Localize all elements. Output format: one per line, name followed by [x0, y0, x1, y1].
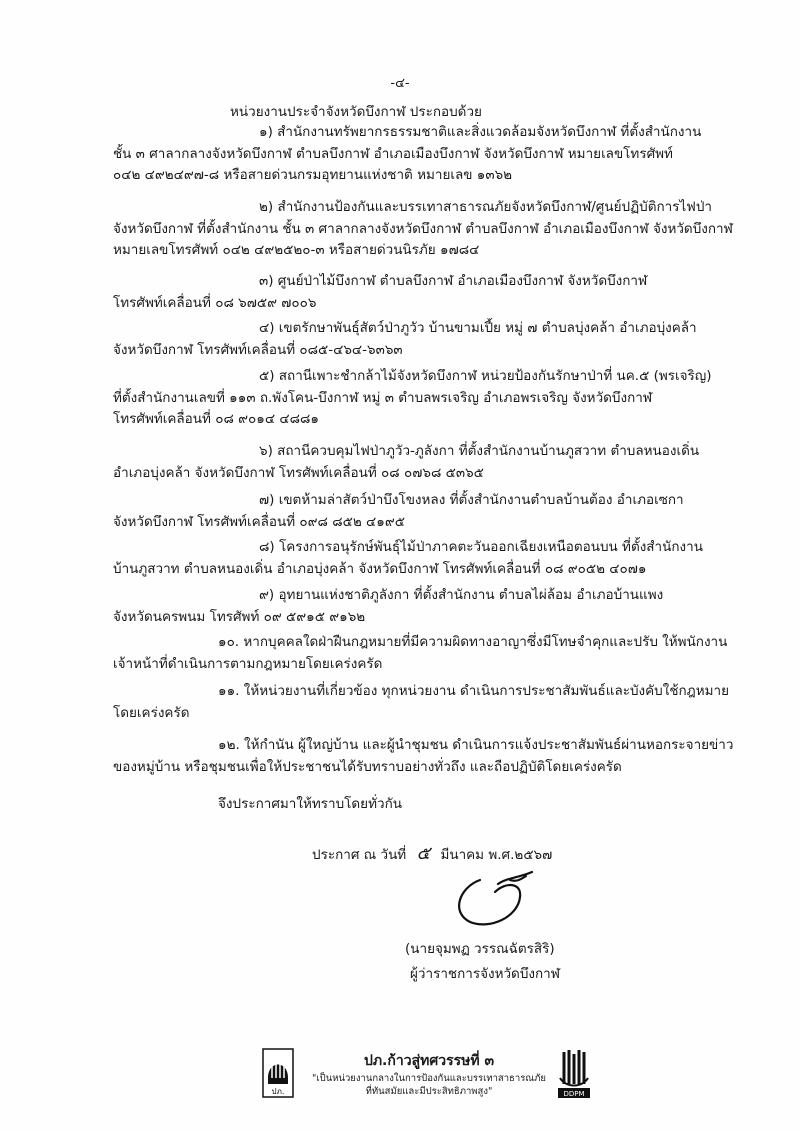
paragraph-line: อำเภอบุ่งคล้า จังหวัดบึงกาฬ โทรศัพท์เคลื่อนที่ ๐๘ ๐๗๖๘ ๕๓๖๕: [113, 464, 484, 481]
paragraph-first-line: ๖) สถานีควบคุมไฟป่าภูวัว-ภูลังกา ที่ตั้งสำนักงานบ้านภูสวาท ตำบลหนองเดิ่น: [259, 443, 700, 459]
agency-item: [113, 537, 753, 580]
order-clause: [113, 735, 753, 778]
closing-statement: จึงประกาศมาให้ทราบโดยทั่วกัน: [218, 796, 402, 812]
paragraph-first-line: ๔) เขตรักษาพันธุ์สัตว์ป่าภูวัว บ้านขามเปี้ย หมู่ ๗ ตำบลบุ่งคล้า อำเภอบุ่งคล้า: [259, 320, 697, 336]
paragraph-line: หมายเลขโทรศัพท์ ๐๔๒ ๔๙๒๕๒๐-๓ หรือสายด่วนนิรภัย ๑๗๘๔: [113, 242, 480, 258]
dpm-emblem-icon: [262, 1048, 294, 1098]
order-clause: [113, 681, 753, 724]
paragraph-first-line: ๙) อุทยานแห่งชาติภูลังกา ที่ตั้งสำนักงาน ตำบลไผ่ล้อม อำเภอบ้านแพง: [259, 587, 664, 603]
agency-item: [113, 318, 753, 361]
agency-item: [113, 271, 753, 314]
paragraph-line: จังหวัดนครพนม โทรศัพท์ ๐๙ ๕๙๑๕ ๙๑๖๒: [113, 608, 366, 625]
date-month-year: มีนาคม พ.ศ.๒๕๖๗: [440, 847, 553, 863]
agency-item: [113, 490, 753, 533]
paragraph-line: โทรศัพท์เคลื่อนที่ ๐๘ ๖๗๕๙ ๗๐๐๖: [113, 294, 317, 311]
paragraph-line: โดยเคร่งครัด: [113, 704, 190, 721]
paragraph-line: โทรศัพท์เคลื่อนที่ ๐๘ ๙๐๑๔ ๔๘๘๑: [113, 411, 319, 427]
slogan-line-2: ที่ทันสมัยและมีประสิทธิภาพสูง": [365, 1086, 493, 1097]
slogan-line-1: "เป็นหน่วยงานกลางในการป้องกันและบรรเทาสาธารณภัย: [312, 1073, 546, 1084]
paragraph-first-line: ๕) สถานีเพาะชำกล้าไม้จังหวัดบึงกาฬ หน่วยป้องกันรักษาป่าที่ นค.๕ (พรเจริญ): [259, 368, 712, 384]
paragraph-first-line: ๗) เขตห้ามล่าสัตว์ป่าบึงโขงหลง ที่ตั้งสำนักงานตำบลบ้านต้อง อำเภอเซกา: [259, 492, 684, 508]
paragraph-line: จังหวัดบึงกาฬ โทรศัพท์เคลื่อนที่ ๐๙๘ ๘๕๒ ๔๑๙๕: [113, 513, 405, 530]
paragraph-first-line: ๑๑. ให้หน่วยงานที่เกี่ยวข้อง ทุกหน่วยงาน ดำเนินการประชาสัมพันธ์และบังคับใช้กฎหมาย: [218, 683, 730, 699]
signer-name: (นายจุมพฏ วรรณฉัตรสิริ): [405, 941, 555, 957]
footer-banner: [262, 1048, 592, 1108]
ddpm-logo-icon: [556, 1048, 592, 1100]
paragraph-first-line: ๘) โครงการอนุรักษ์พันธุ์ไม้ป่าภาคตะวันออกเฉียงเหนือตอนบน ที่ตั้งสำนักงาน: [259, 539, 703, 555]
paragraph-first-line: ๑๒. ให้กำนัน ผู้ใหญ่บ้าน และผู้นำชุมชน ดำเนินการแจ้งประชาสัมพันธ์ผ่านหอกระจายข่าว: [218, 737, 734, 753]
paragraph-line: บ้านภูสวาท ตำบลหนองเดิ่น อำเภอบุ่งคล้า จังหวัดบึงกาฬ โทรศัพท์เคลื่อนที่ ๐๘ ๙๐๕๒ ๔๐๗๑: [113, 560, 647, 577]
slogan-title: ปภ.ก้าวสู่ทศวรรษที่ ๓: [363, 1053, 495, 1069]
logo-right-text: DDPM: [563, 1090, 585, 1098]
date-prefix: ประกาศ ณ วันที่: [312, 847, 407, 863]
agency-item: [113, 122, 753, 187]
paragraph-line: ที่ตั้งสำนักงานเลขที่ ๑๑๓ ถ.พังโคน-บึงกาฬ หมู่ ๓ ตำบลพรเจริญ อำเภอพรเจริญ จังหวัดบึงกาฬ: [113, 389, 653, 406]
paragraph-first-line: ๓) ศูนย์ป่าไม้บึงกาฬ ตำบลบึงกาฬ อำเภอเมืองบึงกาฬ จังหวัดบึงกาฬ: [259, 273, 648, 289]
page-number: -๔-: [390, 76, 410, 91]
paragraph-first-line: ๑) สำนักงานทรัพยากรธรรมชาติและสิ่งแวดล้อมจังหวัดบึงกาฬ ที่ตั้งสำนักงาน: [259, 124, 702, 140]
paragraph-first-line: ๒) สำนักงานป้องกันและบรรเทาสาธารณภัยจังหวัดบึงกาฬ/ศูนย์ปฏิบัติการไฟป่า: [259, 199, 712, 215]
handwritten-signature: [440, 862, 550, 932]
paragraph-line: เจ้าหน้าที่ดำเนินการตามกฎหมายโดยเคร่งครัด: [113, 655, 383, 672]
logo-left-text: ปภ.: [271, 1087, 285, 1096]
signer-title: ผู้ว่าราชการจังหวัดบึงกาฬ: [410, 966, 560, 982]
paragraph-line: จังหวัดบึงกาฬ โทรศัพท์เคลื่อนที่ ๐๘๕-๔๖๔-๖๓๖๓: [113, 341, 403, 358]
agency-item: [113, 585, 753, 628]
date-day: ๕: [416, 843, 431, 864]
paragraph-line: จังหวัดบึงกาฬ ที่ตั้งสำนักงาน ชั้น ๓ ศาลากลางจังหวัดบึงกาฬ ตำบลบึงกาฬ อำเภอเมืองบึงกาฬ จังหวัดบึงกาฬ: [113, 220, 733, 237]
order-clause: [113, 632, 753, 675]
agency-item: [113, 366, 753, 431]
agency-item: [113, 197, 753, 262]
paragraph-line: ชั้น ๓ ศาลากลางจังหวัดบึงกาฬ ตำบลบึงกาฬ อำเภอเมืองบึงกาฬ จังหวัดบึงกาฬ หมายเลขโทรศัพท์: [113, 145, 673, 162]
footer-slogan: [304, 1050, 554, 1098]
paragraph-first-line: ๑๐. หากบุคคลใดฝ่าฝืนกฎหมายที่มีความผิดทางอาญาซึ่งมีโทษจำคุกและปรับ ให้พนักงาน: [218, 634, 728, 650]
paragraph-line: ๐๔๒ ๔๙๒๔๙๗-๘ หรือสายด่วนกรมอุทยานแห่งชาติ หมายเลข ๑๓๖๒: [113, 167, 513, 183]
agency-item: [113, 441, 753, 484]
paragraph-line: ของหมู่บ้าน หรือชุมชนเพื่อให้ประชาชนได้รับทราบอย่างทั่วถึง และถือปฏิบัติโดยเคร่งครัด: [113, 758, 622, 775]
agency-list-heading: หน่วยงานประจำจังหวัดบึงกาฬ ประกอบด้วย: [230, 104, 482, 120]
